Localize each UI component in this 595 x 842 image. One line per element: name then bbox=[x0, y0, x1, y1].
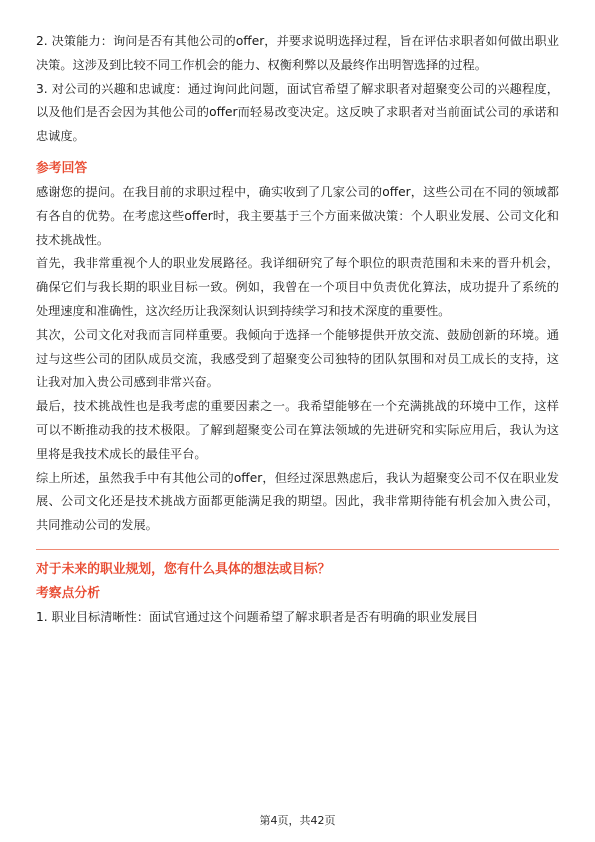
answer-paragraph-last: 最后，技术挑战性也是我考虑的重要因素之一。我希望能够在一个充满挑战的环境中工作，这样可以不断推动我的技术极限。了解到超聚变公司在算法领域的先进研究和实际应用后，我认为这里将是我技术成长的最佳平台。 bbox=[36, 399, 559, 461]
reference-answer-heading: 参考回答 bbox=[36, 160, 88, 176]
document-page bbox=[36, 30, 559, 630]
criterion-interest-loyalty: 3. 对公司的兴趣和忠诚度：通过询问此问题，面试官希望了解求职者对超聚变公司的兴趣程度，以及他们是否会因为其他公司的offer而轻易改变决定。这反映了求职者对当前面试公司的承诺和忠诚度。 bbox=[36, 81, 559, 144]
criterion-decision-ability: 2. 决策能力：询问是否有其他公司的offer，并要求说明选择过程，旨在评估求职者如何做出职业决策。这涉及到比较不同工作机会的能力、权衡利弊以及最终作出明智选择的过程。 bbox=[36, 34, 559, 72]
section-divider bbox=[36, 549, 559, 550]
question-title: 对于未来的职业规划，您有什么具体的想法或目标？ bbox=[36, 561, 331, 577]
analysis-point-1: 1. 职业目标清晰性：面试官通过这个问题希望了解求职者是否有明确的职业发展目 bbox=[36, 609, 479, 624]
answer-paragraph-summary: 综上所述，虽然我手中有其他公司的offer，但经过深思熟虑后，我认为超聚变公司不仅在职业发展、公司文化还是技术挑战方面都更能满足我的期望。因此，我非常期待能有机会加入贵公司，共同推动公司的发展。 bbox=[36, 470, 559, 533]
page-number: 第4页，共42页 bbox=[259, 814, 336, 827]
answer-paragraph-intro: 感谢您的提问。在我目前的求职过程中，确实收到了几家公司的offer，这些公司在不同的领域都有各自的优势。在考虑这些offer时，我主要基于三个方面来做决策：个人职业发展、公司文化和技术挑战性。 bbox=[36, 184, 559, 247]
answer-paragraph-first: 首先，我非常重视个人的职业发展路径。我详细研究了每个职位的职责范围和未来的晋升机会，确保它们与我长期的职业目标一致。例如，我曾在一个项目中负责优化算法，成功提升了系统的处理速度和准确性，这次经历让我深刻认识到持续学习和技术深度的重要性。 bbox=[36, 256, 559, 318]
analysis-heading: 考察点分析 bbox=[36, 585, 100, 601]
answer-paragraph-second: 其次，公司文化对我而言同样重要。我倾向于选择一个能够提供开放交流、鼓励创新的环境。通过与这些公司的团队成员交流，我感受到了超聚变公司独特的团队氛围和对员工成长的支持，这让我对加入贵公司感到非常兴奋。 bbox=[36, 327, 559, 390]
